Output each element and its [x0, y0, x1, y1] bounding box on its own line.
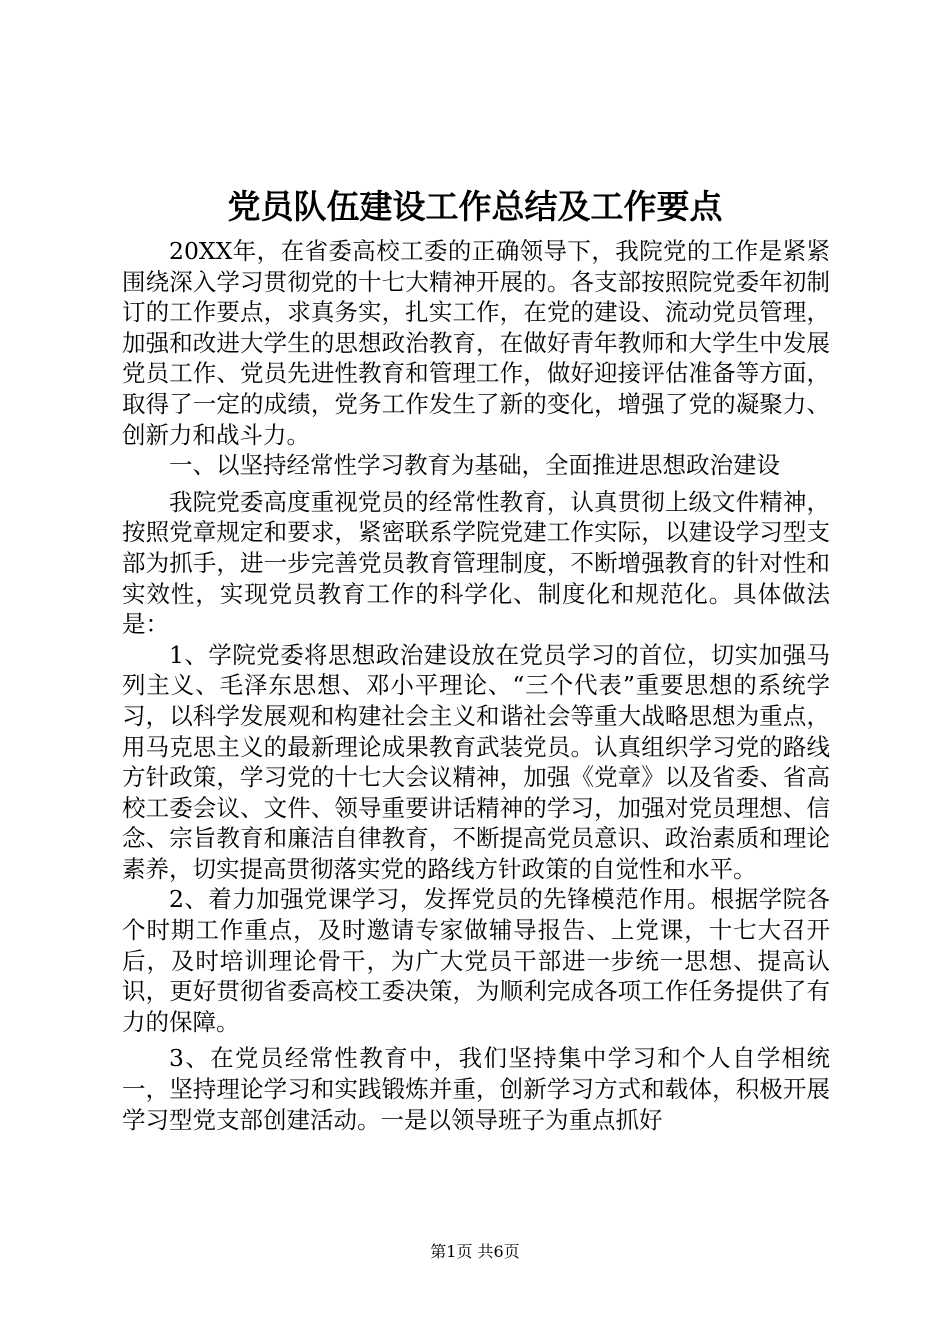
paragraph-item-3: 3、在党员经常性教育中，我们坚持集中学习和个人自学相统一，坚持理论学习和实践锻炼并重，创新学习方式和载体，积极开展学习型党支部创建活动。一是以领导班子为重点抓好 [122, 1044, 830, 1134]
document-title: 党员队伍建设工作总结及工作要点 [227, 187, 723, 226]
paragraph-item-2: 2、着力加强党课学习，发挥党员的先锋模范作用。根据学院各个时期工作重点，及时邀请专家做辅导报告、上党课，十七大召开后，及时培训理论骨干，为广大党员干部进一步统一思想、提高认识，更好贯彻省委高校工委决策，为顺利完成各项工作任务提供了有力的保障。 [122, 885, 830, 1036]
paragraph-section-1-intro: 我院党委高度重视党员的经常性教育，认真贯彻上级文件精神，按照党章规定和要求，紧密联系学院党建工作实际，以建设学习型支部为抓手，进一步完善党员教育管理制度，不断增强教育的针对性和实效性，实现党员教育工作的科学化、制度化和规范化。具体做法是： [122, 487, 830, 639]
page-footer: 第1页 共6页 [430, 1242, 520, 1261]
document-body [122, 236, 830, 1135]
paragraph-intro: 20XX年，在省委高校工委的正确领导下，我院党的工作是紧紧围绕深入学习贯彻党的十七大精神开展的。各支部按照院党委年初制订的工作要点，求真务实，扎实工作，在党的建设、流动党员管理，加强和改进大学生的思想政治教育，在做好青年教师和大学生中发展党员工作、党员先进性教育和管理工作，做好迎接评估准备等方面，取得了一定的成绩，党务工作发生了新的变化，增强了党的凝聚力、创新力和战斗力。 [122, 237, 830, 449]
section-heading-1: 一、以坚持经常性学习教育为基础，全面推进思想政治建设 [169, 451, 780, 480]
paragraph-item-1: 1、学院党委将思想政治建设放在党员学习的首位，切实加强马列主义、毛泽东思想、邓小平理论、“三个代表”重要思想的系统学习，以科学发展观和构建社会主义和谐社会等重大战略思想为重点，用马克思主义的最新理论成果教育武装党员。认真组织学习党的路线方针政策，学习党的十七大会议精神，加强《党章》以及省委、省高校工委会议、文件、领导重要讲话精神的学习，加强对党员理想、信念、宗旨教育和廉洁自律教育，不断提高党员意识、政治素质和理论素养，切实提高贯彻落实党的路线方针政策的自觉性和水平。 [122, 640, 830, 883]
